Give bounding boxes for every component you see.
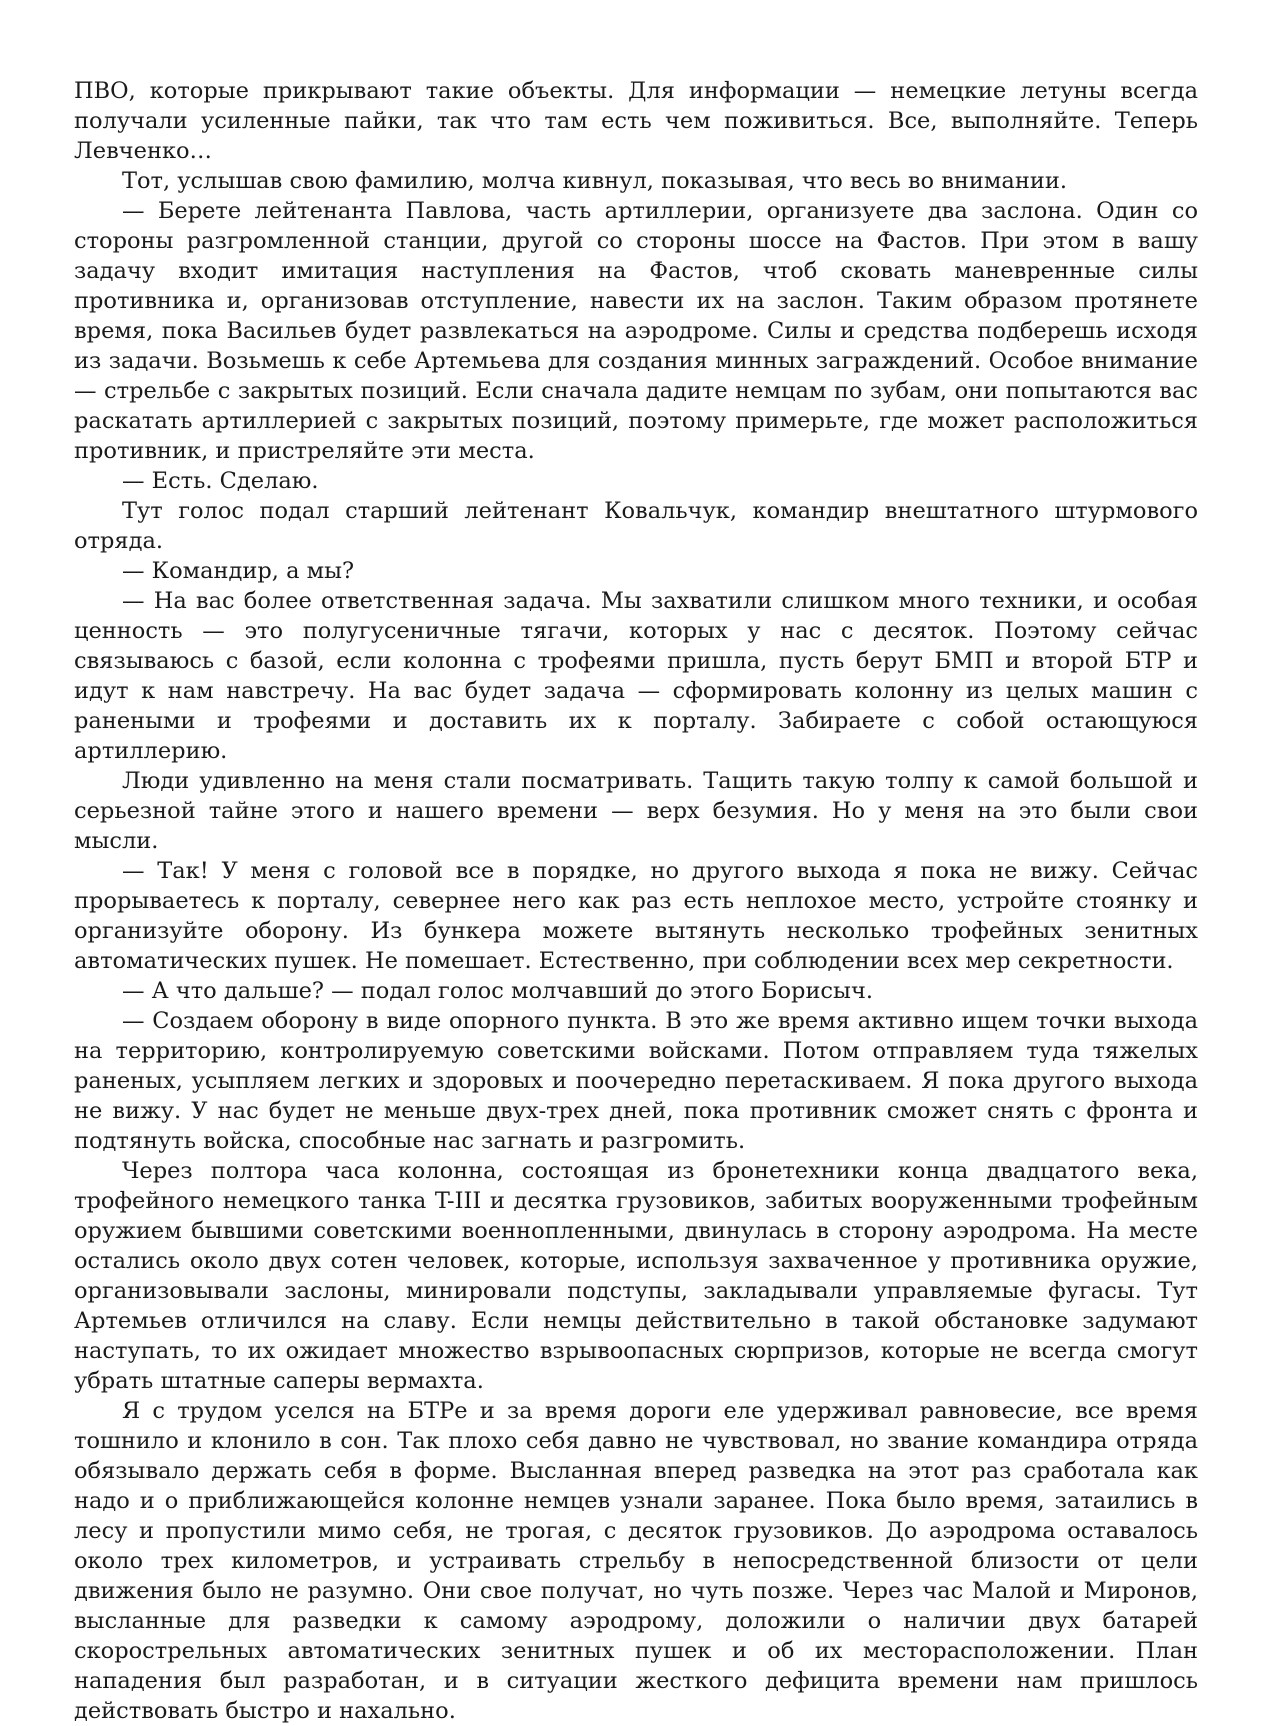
paragraph-6: — Командир, а мы? <box>122 558 355 584</box>
paragraph-11: — Создаем оборону в виде опорного пункта. В это же время активно ищем точки выхода на территорию, контролируемую советскими войсками. Потом отправляем туда тяжелых раненых, усыпляем легких и здоровых и поочередно перетаскиваем. Я пока другого выхода не вижу. У нас будет не меньше двух-трех дней, пока противник сможет снять с фронта и подтянуть войска, способные нас загнать и разгромить. <box>74 1008 1198 1154</box>
paragraph-12: Через полтора часа колонна, состоящая из бронетехники конца двадцатого века, трофейного немецкого танка T-III и десятка грузовиков, забитых вооруженными трофейным оружием бывшими советскими военнопленными, двинулась в сторону аэродрома. На месте остались около двух сотен человек, которые, используя захваченное у противника оружие, организовывали заслоны, минировали подступы, закладывали управляемые фугасы. Тут Артемьев отличился на славу. Если немцы действительно в такой обстановке задумают наступать, то их ожидает множество взрывоопасных сюрпризов, которые не всегда смогут убрать штатные саперы вермахта. <box>74 1158 1198 1394</box>
paragraph-5: Тут голос подал старший лейтенант Ковальчук, командир внештатного штурмового отряда. <box>74 498 1198 554</box>
paragraph-7: — На вас более ответственная задача. Мы захватили слишком много техники, и особая ценность — это полугусеничные тягачи, которых у нас с десяток. Поэтому сейчас связываюсь с базой, если колонна с трофеями пришла, пусть берут БМП и второй БТР и идут к нам навстречу. На вас будет задача — сформировать колонну из целых машин с ранеными и трофеями и доставить их к порталу. Забираете с собой остающуюся артиллерию. <box>74 588 1198 764</box>
paragraph-1: ПВО, которые прикрывают такие объекты. Для информации — немецкие летуны всегда получали усиленные пайки, так что там есть чем поживиться. Все, выполняйте. Теперь Левченко… <box>74 78 1198 164</box>
paragraph-8: Люди удивленно на меня стали посматривать. Тащить такую толпу к самой большой и серьезной тайне этого и нашего времени — верх безумия. Но у меня на это были свои мысли. <box>74 768 1198 854</box>
paragraph-13: Я с трудом уселся на БТРе и за время дороги еле удерживал равновесие, все время тошнило и клонило в сон. Так плохо себя давно не чувствовал, но звание командира отряда обязывало держать себя в форме. Высланная вперед разведка на этот раз сработала как надо и о приближающейся колонне немцев узнали заранее. Пока было время, затаились в лесу и пропустили мимо себя, не трогая, с десяток грузовиков. До аэродрома оставалось около трех километров, и устраивать стрельбу в непосредственной близости от цели движения было не разумно. Они свое получат, но чуть позже. Через час Малой и Миронов, высланные для разведки к самому аэродрому, доложили о наличии двух батарей скорострельных автоматических зенитных пушек и об их месторасположении. План нападения был разработан, и в ситуации жесткого дефицита времени нам пришлось действовать быстро и нахально. <box>74 1398 1198 1724</box>
paragraph-9: — Так! У меня с головой все в порядке, но другого выхода я пока не вижу. Сейчас прорываетесь к порталу, севернее него как раз есть неплохое место, устройте стоянку и организуйте оборону. Из бункера можете вытянуть несколько трофейных зенитных автоматических пушек. Не помешает. Естественно, при соблюдении всех мер секретности. <box>74 858 1198 974</box>
paragraph-3: — Берете лейтенанта Павлова, часть артиллерии, организуете два заслона. Один со стороны разгромленной станции, другой со стороны шоссе на Фастов. При этом в вашу задачу входит имитация наступления на Фастов, чтоб сковать маневренные силы противника и, организовав отступление, навести их на заслон. Таким образом протянете время, пока Васильев будет развлекаться на аэродроме. Силы и средства подберешь исходя из задачи. Возьмешь к себе Артемьева для создания минных заграждений. Особое внимание — стрельбе с закрытых позиций. Если сначала дадите немцам по зубам, они попытаются вас раскатать артиллерией с закрытых позиций, поэтому примерьте, где может расположиться противник, и пристреляйте эти места. <box>74 198 1198 464</box>
paragraph-10: — А что дальше? — подал голос молчавший до этого Борисыч. <box>122 978 873 1004</box>
paragraph-2: Тот, услышав свою фамилию, молча кивнул, показывая, что весь во внимании. <box>122 168 1067 194</box>
book-page <box>74 76 1198 1724</box>
paragraph-4: — Есть. Сделаю. <box>122 468 319 494</box>
